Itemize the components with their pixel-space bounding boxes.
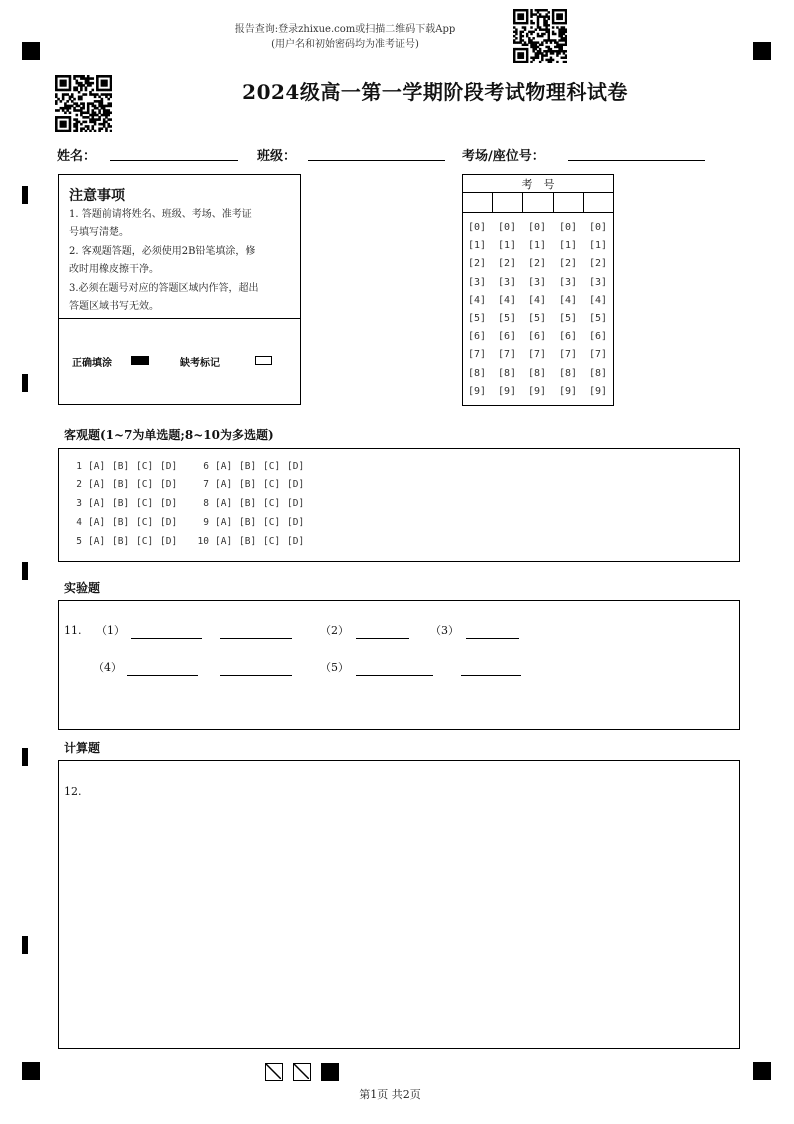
part-3-label: （3） bbox=[430, 624, 459, 637]
exam-digit-bubble[interactable]: [5] bbox=[527, 313, 547, 324]
option-bubble[interactable]: [C] bbox=[263, 461, 281, 472]
question-number: 2 bbox=[76, 479, 82, 490]
notice-line: 2. 客观题答题，必须使用2B铅笔填涂，修 bbox=[69, 245, 256, 257]
question-number: 8 bbox=[203, 498, 209, 509]
timing-mark bbox=[22, 748, 28, 766]
timing-mark bbox=[22, 562, 28, 580]
part-4-label: （4） bbox=[93, 661, 122, 674]
exam-digit-bubble[interactable]: [1] bbox=[467, 240, 487, 252]
corner-marker-bottom-left bbox=[22, 1062, 40, 1080]
option-bubble[interactable]: [C] bbox=[263, 498, 281, 509]
exam-digit-bubble[interactable]: [5] bbox=[467, 313, 487, 324]
objective-question-row bbox=[194, 498, 311, 510]
exam-digit-bubble[interactable]: [8] bbox=[467, 367, 487, 379]
option-bubble[interactable]: [B] bbox=[112, 536, 130, 547]
question-number: 1 bbox=[76, 461, 82, 472]
option-bubble[interactable]: [B] bbox=[112, 461, 130, 472]
calculation-heading: 计算题 bbox=[64, 741, 101, 755]
grid-divider bbox=[462, 212, 614, 213]
exam-digit-bubble[interactable]: [2] bbox=[527, 258, 547, 270]
answer-line-3[interactable] bbox=[466, 638, 519, 639]
option-bubble[interactable]: [B] bbox=[112, 517, 130, 528]
grid-column-divider bbox=[522, 192, 523, 212]
qr-code-student bbox=[55, 75, 112, 132]
experiment-answer-box bbox=[58, 600, 740, 730]
correct-fill-sample bbox=[131, 356, 149, 365]
page-marker-crossed bbox=[293, 1063, 311, 1081]
exam-digit-bubble[interactable]: [1] bbox=[497, 240, 517, 252]
option-bubble[interactable]: [D] bbox=[160, 517, 178, 528]
exam-digit-bubble[interactable]: [6] bbox=[467, 331, 487, 343]
option-bubble[interactable]: [D] bbox=[287, 536, 305, 547]
option-bubble[interactable]: [C] bbox=[136, 479, 154, 490]
exam-digit-bubble[interactable]: [7] bbox=[588, 349, 608, 361]
grid-divider bbox=[462, 192, 614, 193]
option-bubble[interactable]: [C] bbox=[263, 479, 281, 490]
exam-digit-bubble[interactable]: [2] bbox=[588, 258, 608, 270]
objective-question-row bbox=[67, 498, 184, 510]
timing-mark bbox=[22, 186, 28, 204]
option-bubble[interactable]: [A] bbox=[215, 461, 233, 472]
exam-digit-bubble[interactable]: [7] bbox=[558, 349, 578, 361]
exam-digit-bubble[interactable]: [0] bbox=[527, 222, 547, 233]
option-bubble[interactable]: [A] bbox=[215, 479, 233, 490]
option-bubble[interactable]: [B] bbox=[239, 461, 257, 472]
exam-digit-bubble[interactable]: [2] bbox=[467, 258, 487, 270]
exam-digit-bubble[interactable]: [9] bbox=[588, 385, 608, 397]
option-bubble[interactable]: [A] bbox=[215, 498, 233, 509]
question-12-number: 12. bbox=[64, 785, 82, 798]
class-field[interactable] bbox=[308, 160, 445, 161]
notice-line: 3.必须在题号对应的答题区域内作答，超出 bbox=[69, 282, 259, 294]
page-marker-crossed bbox=[265, 1063, 283, 1081]
experiment-heading: 实验题 bbox=[64, 581, 101, 595]
objective-question-row bbox=[194, 461, 311, 473]
notice-line: 答题区域书写无效。 bbox=[69, 301, 159, 313]
exam-digit-bubble[interactable]: [2] bbox=[558, 258, 578, 270]
option-bubble[interactable]: [B] bbox=[112, 498, 130, 509]
objective-question-row bbox=[67, 536, 184, 548]
question-11-number: 11. bbox=[64, 624, 82, 637]
exam-digit-bubble[interactable]: [0] bbox=[467, 222, 487, 233]
exam-digit-bubble[interactable]: [8] bbox=[497, 367, 517, 379]
absent-mark-label: 缺考标记 bbox=[180, 358, 220, 369]
exam-digit-bubble[interactable]: [6] bbox=[527, 331, 547, 343]
exam-digit-bubble[interactable]: [3] bbox=[497, 276, 517, 288]
report-query-text: 报告查询:登录zhixue.com或扫描二维码下载App bbox=[234, 24, 456, 35]
option-bubble[interactable]: [B] bbox=[239, 517, 257, 528]
notice-line: 改时用橡皮擦干净。 bbox=[69, 264, 159, 276]
option-bubble[interactable]: [A] bbox=[88, 517, 106, 528]
option-bubble[interactable]: [C] bbox=[136, 461, 154, 472]
exam-digit-bubble[interactable]: [5] bbox=[497, 313, 517, 324]
exam-digit-bubble[interactable]: [8] bbox=[527, 367, 547, 379]
option-bubble[interactable]: [D] bbox=[160, 536, 178, 547]
option-bubble[interactable]: [D] bbox=[160, 479, 178, 490]
objective-question-row bbox=[67, 479, 184, 491]
question-number: 10 bbox=[197, 536, 209, 547]
notice-lines bbox=[69, 206, 297, 316]
exam-digit-bubble[interactable]: [9] bbox=[467, 385, 487, 397]
exam-digit-bubble[interactable]: [7] bbox=[497, 349, 517, 361]
exam-digit-bubble[interactable]: [1] bbox=[588, 240, 608, 252]
question-number: 6 bbox=[203, 461, 209, 472]
objective-question-row bbox=[194, 517, 311, 529]
objective-heading: 客观题(1~7为单选题;8~10为多选题) bbox=[64, 428, 274, 442]
exam-digit-bubble[interactable]: [4] bbox=[588, 294, 608, 306]
exam-digit-bubble[interactable]: [9] bbox=[558, 385, 578, 397]
option-bubble[interactable]: [A] bbox=[88, 479, 106, 490]
objective-question-row bbox=[67, 461, 184, 473]
exam-digit-bubble[interactable]: [9] bbox=[497, 385, 517, 397]
exam-number-header: 考 号 bbox=[521, 178, 555, 191]
exam-digit-bubble[interactable]: [8] bbox=[558, 367, 578, 379]
page-title: 2024级高一第一学期阶段考试物理科试卷 bbox=[242, 80, 628, 104]
exam-digit-bubble[interactable]: [7] bbox=[527, 349, 547, 361]
exam-digit-bubble[interactable]: [8] bbox=[588, 367, 608, 379]
answer-line-5a[interactable] bbox=[356, 675, 433, 676]
part-2-label: （2） bbox=[320, 624, 349, 637]
exam-digit-bubble[interactable]: [5] bbox=[588, 313, 608, 324]
exam-digit-bubble[interactable]: [9] bbox=[527, 385, 547, 397]
option-bubble[interactable]: [C] bbox=[263, 536, 281, 547]
option-bubble[interactable]: [A] bbox=[215, 536, 233, 547]
exam-digit-bubble[interactable]: [0] bbox=[588, 222, 608, 233]
exam-digit-bubble[interactable]: [4] bbox=[497, 294, 517, 306]
answer-line-1b[interactable] bbox=[220, 638, 292, 639]
objective-question-row bbox=[194, 479, 311, 491]
exam-digit-bubble[interactable]: [1] bbox=[558, 240, 578, 252]
exam-digit-bubble[interactable]: [6] bbox=[497, 331, 517, 343]
notice-line: 号填写清楚。 bbox=[69, 227, 129, 239]
grid-column-divider bbox=[492, 192, 493, 212]
page-marker-filled bbox=[321, 1063, 339, 1081]
class-label: 班级： bbox=[257, 149, 297, 164]
page-number: 第1页 共2页 bbox=[359, 1088, 421, 1101]
qr-code-download[interactable] bbox=[513, 9, 567, 63]
seat-field[interactable] bbox=[568, 160, 705, 161]
option-bubble[interactable]: [A] bbox=[88, 498, 106, 509]
timing-mark bbox=[22, 374, 28, 392]
option-bubble[interactable]: [A] bbox=[88, 461, 106, 472]
corner-marker-top-right bbox=[753, 42, 771, 60]
notice-title: 注意事项 bbox=[69, 188, 125, 204]
notice-divider bbox=[58, 318, 301, 319]
calculation-answer-box[interactable] bbox=[58, 760, 740, 1049]
corner-marker-bottom-right bbox=[753, 1062, 771, 1080]
exam-digit-bubble[interactable]: [3] bbox=[588, 276, 608, 288]
absent-mark-box[interactable] bbox=[255, 356, 272, 365]
option-bubble[interactable]: [D] bbox=[287, 479, 305, 490]
exam-digit-bubble[interactable]: [0] bbox=[558, 222, 578, 233]
option-bubble[interactable]: [D] bbox=[160, 498, 178, 509]
exam-digit-bubble[interactable]: [5] bbox=[558, 313, 578, 324]
exam-digit-bubble[interactable]: [3] bbox=[467, 276, 487, 288]
answer-line-4a[interactable] bbox=[127, 675, 198, 676]
option-bubble[interactable]: [D] bbox=[287, 461, 305, 472]
exam-digit-bubble[interactable]: [4] bbox=[527, 294, 547, 306]
option-bubble[interactable]: [D] bbox=[160, 461, 178, 472]
exam-digit-bubble[interactable]: [6] bbox=[588, 331, 608, 343]
question-number: 5 bbox=[76, 536, 82, 547]
grid-column-divider bbox=[583, 192, 584, 212]
option-bubble[interactable]: [C] bbox=[263, 517, 281, 528]
part-5-label: （5） bbox=[320, 661, 349, 674]
answer-line-2[interactable] bbox=[356, 638, 409, 639]
option-bubble[interactable]: [A] bbox=[88, 536, 106, 547]
exam-digit-bubble[interactable]: [7] bbox=[467, 349, 487, 361]
question-number: 4 bbox=[76, 517, 82, 528]
option-bubble[interactable]: [D] bbox=[287, 498, 305, 509]
notice-line: 1. 答题前请将姓名、班级、考场、准考证 bbox=[69, 209, 252, 220]
question-number: 9 bbox=[203, 517, 209, 528]
timing-mark bbox=[22, 936, 28, 954]
grid-column-divider bbox=[553, 192, 554, 212]
exam-digit-bubble[interactable]: [4] bbox=[467, 294, 487, 306]
answer-line-1a[interactable] bbox=[131, 638, 202, 639]
option-bubble[interactable]: [C] bbox=[136, 498, 154, 509]
name-field[interactable] bbox=[110, 160, 238, 161]
option-bubble[interactable]: [C] bbox=[136, 517, 154, 528]
option-bubble[interactable]: [B] bbox=[239, 479, 257, 490]
correct-fill-label: 正确填涂 bbox=[72, 358, 112, 369]
seat-label: 考场/座位号： bbox=[462, 149, 545, 164]
option-bubble[interactable]: [B] bbox=[239, 536, 257, 547]
part-1-label: （1） bbox=[96, 624, 125, 637]
corner-marker-top-left bbox=[22, 42, 40, 60]
option-bubble[interactable]: [A] bbox=[215, 517, 233, 528]
answer-line-4b[interactable] bbox=[220, 675, 292, 676]
exam-digit-bubble[interactable]: [3] bbox=[527, 276, 547, 288]
question-number: 7 bbox=[203, 479, 209, 490]
name-label: 姓名： bbox=[57, 149, 97, 164]
exam-digit-bubble[interactable]: [4] bbox=[558, 294, 578, 306]
objective-question-row bbox=[194, 536, 311, 548]
account-note-text: (用户名和初始密码均为准考证号) bbox=[271, 39, 419, 50]
exam-digit-bubble[interactable]: [1] bbox=[527, 240, 547, 252]
exam-digit-bubble[interactable]: [0] bbox=[497, 222, 517, 233]
exam-digit-bubble[interactable]: [6] bbox=[558, 331, 578, 343]
answer-line-5b[interactable] bbox=[461, 675, 521, 676]
option-bubble[interactable]: [B] bbox=[112, 479, 130, 490]
exam-digit-bubble[interactable]: [3] bbox=[558, 276, 578, 288]
option-bubble[interactable]: [C] bbox=[136, 536, 154, 547]
question-number: 3 bbox=[76, 498, 82, 509]
objective-question-row bbox=[67, 517, 184, 529]
option-bubble[interactable]: [B] bbox=[239, 498, 257, 509]
option-bubble[interactable]: [D] bbox=[287, 517, 305, 528]
exam-digit-bubble[interactable]: [2] bbox=[497, 258, 517, 270]
